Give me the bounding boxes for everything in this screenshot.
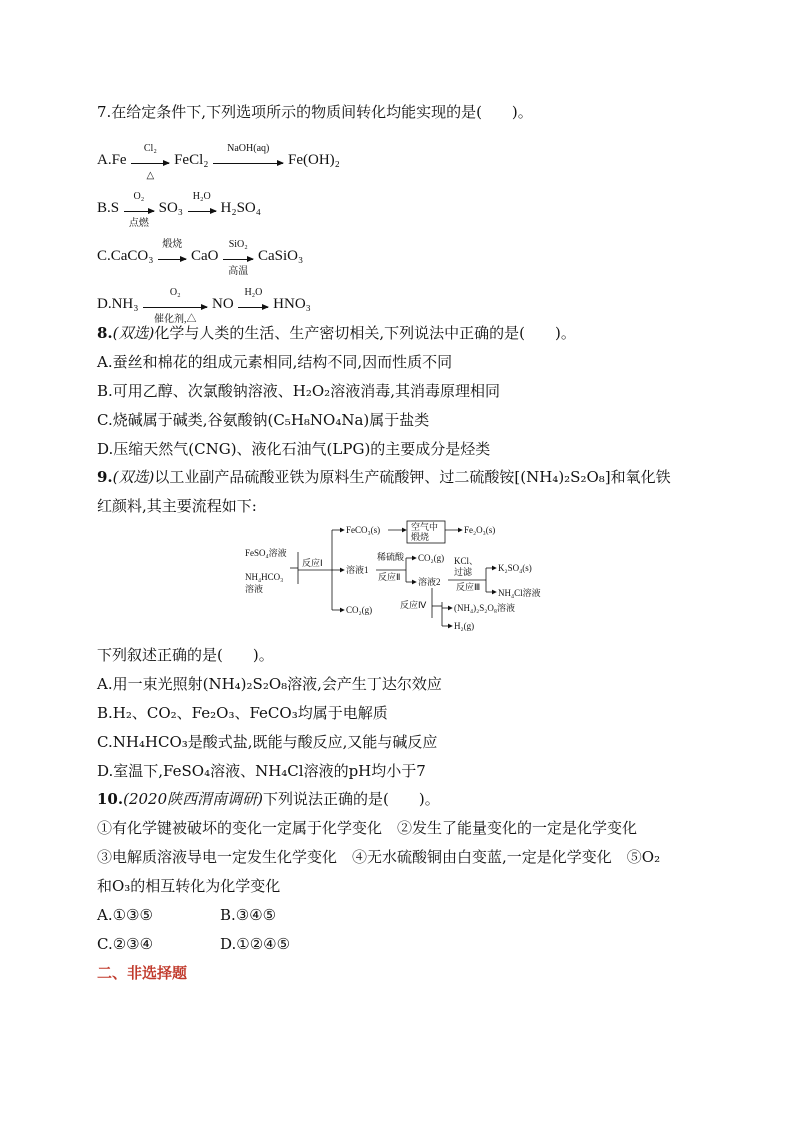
- q8-option-a: A.蚕丝和棉花的组成元素相同,结构不同,因而性质不同: [97, 353, 453, 371]
- flow-nh4hco3: NH₄HCO₃: [245, 572, 284, 582]
- q7-b-mid: SO₃: [158, 200, 184, 216]
- flow-box-line2: 煅烧: [411, 532, 430, 542]
- q10-stem-text: 下列说法正确的是( )。: [263, 790, 440, 808]
- q7-b-arrow1-top: O₂: [133, 191, 145, 202]
- q8-tag: (双选): [112, 324, 155, 342]
- q7-option-a: [97, 143, 340, 181]
- q7-b-arrow1: [124, 191, 154, 229]
- q8-number: 8.: [97, 324, 113, 342]
- q7-a-arrow1-bottom: △: [146, 170, 155, 181]
- q8-option-d: D.压缩天然气(CNG)、液化石油气(LPG)的主要成分是烃类: [97, 440, 491, 458]
- flow-k2so4: K₂SO₄(s): [498, 563, 532, 573]
- q7-stem: 7.在给定条件下,下列选项所示的物质间转化均能实现的是( )。: [97, 103, 533, 121]
- q7-b-label: B.S: [97, 200, 120, 216]
- q7-d-arrow2: [238, 287, 268, 308]
- flow-feco3: FeCO₃(s): [346, 525, 381, 535]
- q7-option-d: [97, 287, 311, 325]
- q7-d-label: D.NH₃: [97, 296, 139, 312]
- flow-r4: 反应Ⅳ: [400, 600, 427, 610]
- q7-a-arrow2-top: NaOH(aq): [227, 143, 270, 154]
- q9-number: 9.: [97, 468, 113, 486]
- q10-statements-line2: ③电解质溶液导电一定发生化学变化 ④无水硫酸铜由白变蓝,一定是化学变化 ⑤O₂: [97, 848, 661, 866]
- q8-stem-text: 化学与人类的生活、生产密切相关,下列说法中正确的是( )。: [154, 324, 576, 342]
- q9-stem-line2: 红颜料,其主要流程如下:: [97, 497, 257, 515]
- q7-a-mid: FeCl₂: [174, 152, 209, 168]
- flow-sol2: 溶液2: [418, 577, 441, 587]
- q9-stem-text: 以工业副产品硫酸亚铁为原料生产硫酸钾、过二硫酸铵[(NH₄)₂S₂O₈]和氧化铁: [154, 468, 671, 486]
- q7-a-arrow1-top: Cl₂: [143, 143, 157, 154]
- flow-co2-gas-2: CO₂(g): [346, 605, 373, 615]
- q10-option-b: B.③④⑤: [220, 906, 277, 924]
- flow-ammonium-persulfate: (NH₄)₂S₂O₈溶液: [454, 603, 516, 613]
- q10-number: 10.: [97, 790, 124, 808]
- q7-option-b: [97, 191, 261, 229]
- q7-c-arrow1: [158, 239, 186, 260]
- q7-d-arrow2-top: H₂O: [244, 287, 263, 298]
- q7-c-arrow2-bottom: 高温: [228, 266, 249, 277]
- q10-statements-line1: ①有化学键被破坏的变化一定属于化学变化 ②发生了能量变化的一定是化学变化: [97, 819, 638, 837]
- flow-h2: H₂(g): [454, 621, 475, 631]
- q7-b-arrow2-top: H₂O: [192, 191, 211, 202]
- q10-option-d: D.①②④⑤: [220, 935, 291, 953]
- q8-option-c: C.烧碱属于碱类,谷氨酸钠(C₅H₈NO₄Na)属于盐类: [97, 411, 430, 429]
- q10-statements-line3: 和O₃的相互转化为化学变化: [97, 877, 281, 895]
- q7-c-label: C.CaCO₃: [97, 248, 154, 264]
- section-heading: 二、非选择题: [97, 964, 188, 982]
- q10-stem: [97, 789, 440, 809]
- q9-question: 下列叙述正确的是( )。: [97, 646, 274, 664]
- q7-option-c: [97, 239, 304, 277]
- q10-option-c: C.②③④: [97, 935, 154, 953]
- q7-c-arrow2-top: SiO₂: [228, 239, 248, 250]
- q7-b-end: H₂SO₄: [220, 200, 261, 216]
- q7-c-mid: CaO: [190, 248, 219, 264]
- q8-stem: [97, 323, 576, 343]
- q9-option-a: A.用一束光照射(NH₄)₂S₂O₈溶液,会产生丁达尔效应: [97, 675, 442, 693]
- q7-a-label: A.Fe: [97, 152, 127, 168]
- q10-tag: (2020陕西渭南调研): [123, 790, 263, 808]
- q7-b-arrow2: [188, 191, 216, 212]
- q7-c-arrow2: [223, 239, 253, 277]
- flow-nh4hco3-sol: 溶液: [245, 584, 264, 594]
- q10-option-a: A.①③⑤: [97, 906, 153, 924]
- q9-option-b: B.H₂、CO₂、Fe₂O₃、FeCO₃均属于电解质: [97, 704, 388, 722]
- q9-option-c: C.NH₄HCO₃是酸式盐,既能与酸反应,又能与碱反应: [97, 733, 438, 751]
- q7-d-arrow1: [143, 287, 207, 325]
- flow-feso4: FeSO₄溶液: [245, 548, 287, 558]
- q7-c-end: CaSiO₃: [257, 248, 304, 264]
- flow-acid: 稀硫酸: [377, 552, 405, 562]
- q9-option-d: D.室温下,FeSO₄溶液、NH₄Cl溶液的pH均小于7: [97, 762, 426, 780]
- flow-nh4cl: NH₄Cl溶液: [498, 588, 541, 598]
- q7-d-arrow1-top: O₂: [169, 287, 181, 298]
- flow-filter: 过滤: [454, 567, 473, 577]
- q8-option-b: B.可用乙醇、次氯酸钠溶液、H₂O₂溶液消毒,其消毒原理相同: [97, 382, 500, 400]
- flow-fe2o3: Fe₂O₃(s): [464, 525, 496, 535]
- q7-b-arrow1-bottom: 点燃: [128, 218, 149, 229]
- flow-sol1: 溶液1: [346, 565, 369, 575]
- q7-a-arrow2: [213, 143, 283, 164]
- q9-flow-diagram: [240, 518, 560, 640]
- flow-kcl: KCl、: [454, 556, 479, 566]
- q7-d-mid: NO: [211, 296, 234, 312]
- q9-stem-line1: [97, 467, 671, 487]
- flow-r1: 反应Ⅰ: [302, 558, 323, 568]
- q7-c-arrow1-top: 煅烧: [162, 239, 183, 250]
- q9-tag: (双选): [112, 468, 155, 486]
- flow-box-line1: 空气中: [411, 522, 439, 532]
- flow-r2: 反应Ⅱ: [378, 572, 401, 582]
- flow-co2-gas: CO₂(g): [418, 553, 445, 563]
- q7-d-end: HNO₃: [273, 296, 311, 312]
- flow-r3: 反应Ⅲ: [456, 582, 481, 592]
- q7-a-arrow1: [131, 143, 169, 181]
- q7-a-end: Fe(OH)₂: [288, 152, 340, 168]
- q7-d-arrow1-bottom: 催化剂,△: [153, 314, 197, 325]
